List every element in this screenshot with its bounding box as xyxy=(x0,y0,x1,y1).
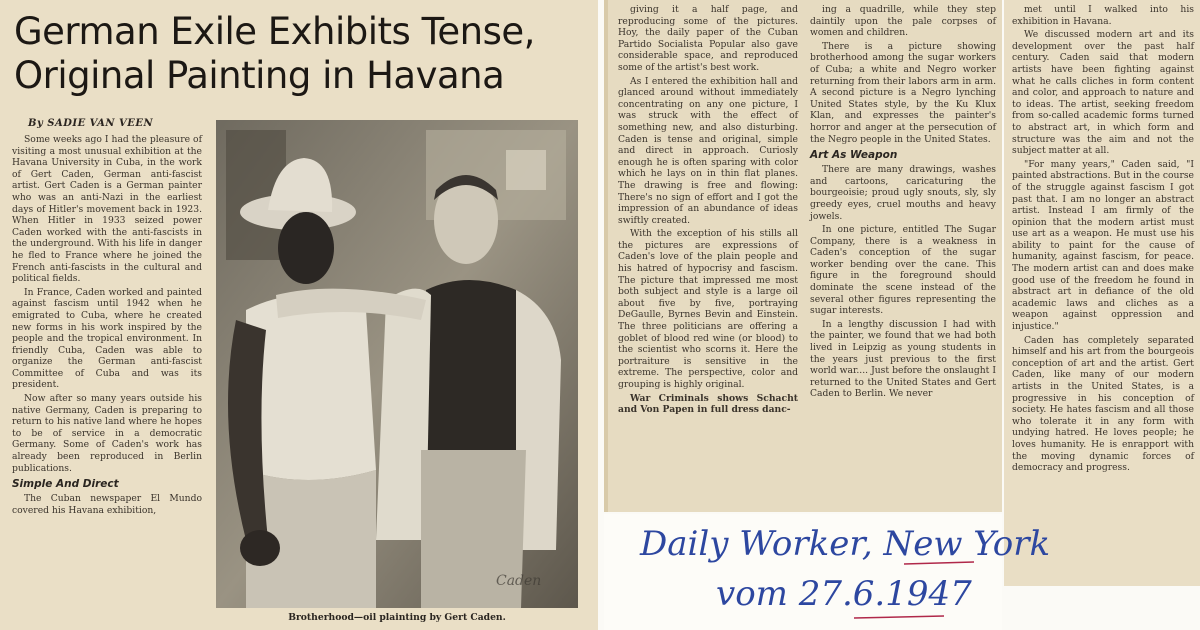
article-column-1 xyxy=(12,134,202,628)
handwritten-date: vom 27.6.1947 xyxy=(716,574,972,614)
article-column-2 xyxy=(618,4,798,508)
paragraph: In one picture, entitled The Sugar Company, there is a weakness in Caden's conception of the sugar worker bending over the cane. This figure in the foreground should dominate the scene instead of the several other figures representing the sugar interests. xyxy=(810,224,996,317)
clipping-right xyxy=(1004,0,1200,586)
paragraph: Caden has completely separated himself and his art from the bourgeois conception of art and the artist. Gert Caden, like many of our modern artists in the United States, is a progressive in his conception of society. He hates fascism and all those who tolerate it in any form with undying hatred. He loves people; he loves humanity. He is enrapport with the moving dynamic forces of democracy and progress. xyxy=(1012,334,1194,474)
paragraph: met until I walked into his exhibition in Havana. xyxy=(1012,4,1194,27)
paragraph: "For many years," Caden said, "I painted abstractions. But in the course of the struggle against fascism I got past that. I am no longer an abstract artist. Instead I am firmly of the opinion that the modern artist must use art as a weapon. He must use his ability to paint for the cause of humanity, against fascism, for peace. The modern artist can and does make good use of the freedom he found in abstract art in defiance of the old academic laws and cliches as a weapon against oppression and injustice." xyxy=(1012,158,1194,333)
paragraph: In France, Caden worked and painted against fascism until 1942 when he emigrated to Cuba, where he created new forms in his work inspired by the people and the tropical environment. In friendly Cuba, Caden was able to organize the German anti-fascist Committee of Cuba and was its president. xyxy=(12,286,202,391)
paragraph: The Cuban newspaper El Mundo covered his Havana exhibition, xyxy=(12,493,202,516)
photo-caption: Brotherhood—oil plainting by Gert Caden. xyxy=(288,612,506,623)
handwriting-underline-marks xyxy=(604,514,1002,630)
paragraph: With the exception of his stills all the pictures are expressions of Caden's love of the plain people and his hatred of hypocrisy and fascism. The picture that impressed me most both subject and style is a large oil about five by five, portraying DeGaulle, Byrnes Bevin and Einstein. The three politicians are offering a goblet of blood red wine (or blood) to the scientist who scorns it. Here the portraiture is sensitive in the extreme. The perspective, color and grouping is highly original. xyxy=(618,228,798,390)
headline: German Exile Exhibits Tense, Original Painting in Havana xyxy=(14,10,535,97)
paragraph: giving it a half page, and reproducing some of the pictures. Hoy, the daily paper of the Cuban Partido Socialista Popular also gave considerable space, and reproduced some of the artist's best work. xyxy=(618,4,798,73)
paragraph: There are many drawings, washes and cartoons, caricaturing the bourgeoisie; proud ugly snouts, sly, sly greedy eyes, cruel mouths and heavy jowels. xyxy=(810,164,996,222)
paragraph: Now after so many years outside his native Germany, Caden is preparing to return to his native land where he hopes to be of service in a democratic Germany. Some of Caden's work has already been reproduced in Berlin publications. xyxy=(12,393,202,474)
brotherhood-painting-image xyxy=(216,120,578,608)
handwritten-publication: Daily Worker, New York xyxy=(640,524,1051,564)
clipping-headline-photo xyxy=(0,0,598,630)
article-column-4 xyxy=(1012,4,1194,584)
paragraph: In a lengthy discussion I had with the painter, we found that we had both lived in Leipzig as young students in the years just previous to the first world war.... Just before the onslaught I returned to the United States and Gert Caden to Berlin. We never xyxy=(810,318,996,400)
painting-photo xyxy=(216,120,578,608)
subhead-simple-and-direct: Simple And Direct xyxy=(12,478,119,491)
clipping-middle xyxy=(604,0,1002,512)
byline: By SADIE VAN VEEN xyxy=(28,118,154,129)
paragraph: As I entered the exhibition hall and glanced around without immediately concentrating on any one picture, I was struck with the effect of something new, and also disturbing. Caden is tense and original, simple and direct in approach. Curiosly enough he is often sparing with color which he lays on in thin flat planes. The drawing is free and flowing: There's no sign of effort and I got the impression of an abundance of ideas swiftly created. xyxy=(618,75,798,226)
subhead-art-as-weapon: Art As Weapon xyxy=(810,149,898,162)
paragraph: War Criminals shows Schacht and Von Papen in full dress danc- xyxy=(618,392,798,416)
paragraph: ing a quadrille, while they step daintily upon the pale corpses of women and children. xyxy=(810,4,996,39)
article-column-3 xyxy=(810,4,996,508)
svg-text:Caden: Caden xyxy=(496,573,542,589)
paragraph: Some weeks ago I had the pleasure of visiting a most unusual exhibition at the Havana University in Cuba, in the work of Gert Caden, German anti-fascist artist. Gert Caden is a German painter who was an anti-Nazi in the earliest days of Hitler's movement back in 1923. When Hitler in 1933 seized power Caden worked with the anti-fascists in the underground. With his life in danger he fled to France where he joined the French anti-fascists in the cultural and political fields. xyxy=(12,134,202,285)
paragraph: We discussed modern art and its development over the past half century. Caden said that modern artists have been fighting against what he calls cliches in form content and color, and approach to nature and to ideas. The artist, seeking freedom from so-called academic forms turned to abstract art, in which form and structure was the aim and not the subject matter at all. xyxy=(1012,29,1194,157)
paragraph: There is a picture showing brotherhood among the sugar workers of Cuba; a white and Negro worker returning from their labors arm in arm. A second picture is a Negro lynching United States style, by the Ku Klux Klan, and expresses the painter's horror and anger at the persecution of the Negro people in the United States. xyxy=(810,40,996,145)
clipping-edge xyxy=(604,0,608,512)
handwritten-source-note xyxy=(604,514,1051,630)
